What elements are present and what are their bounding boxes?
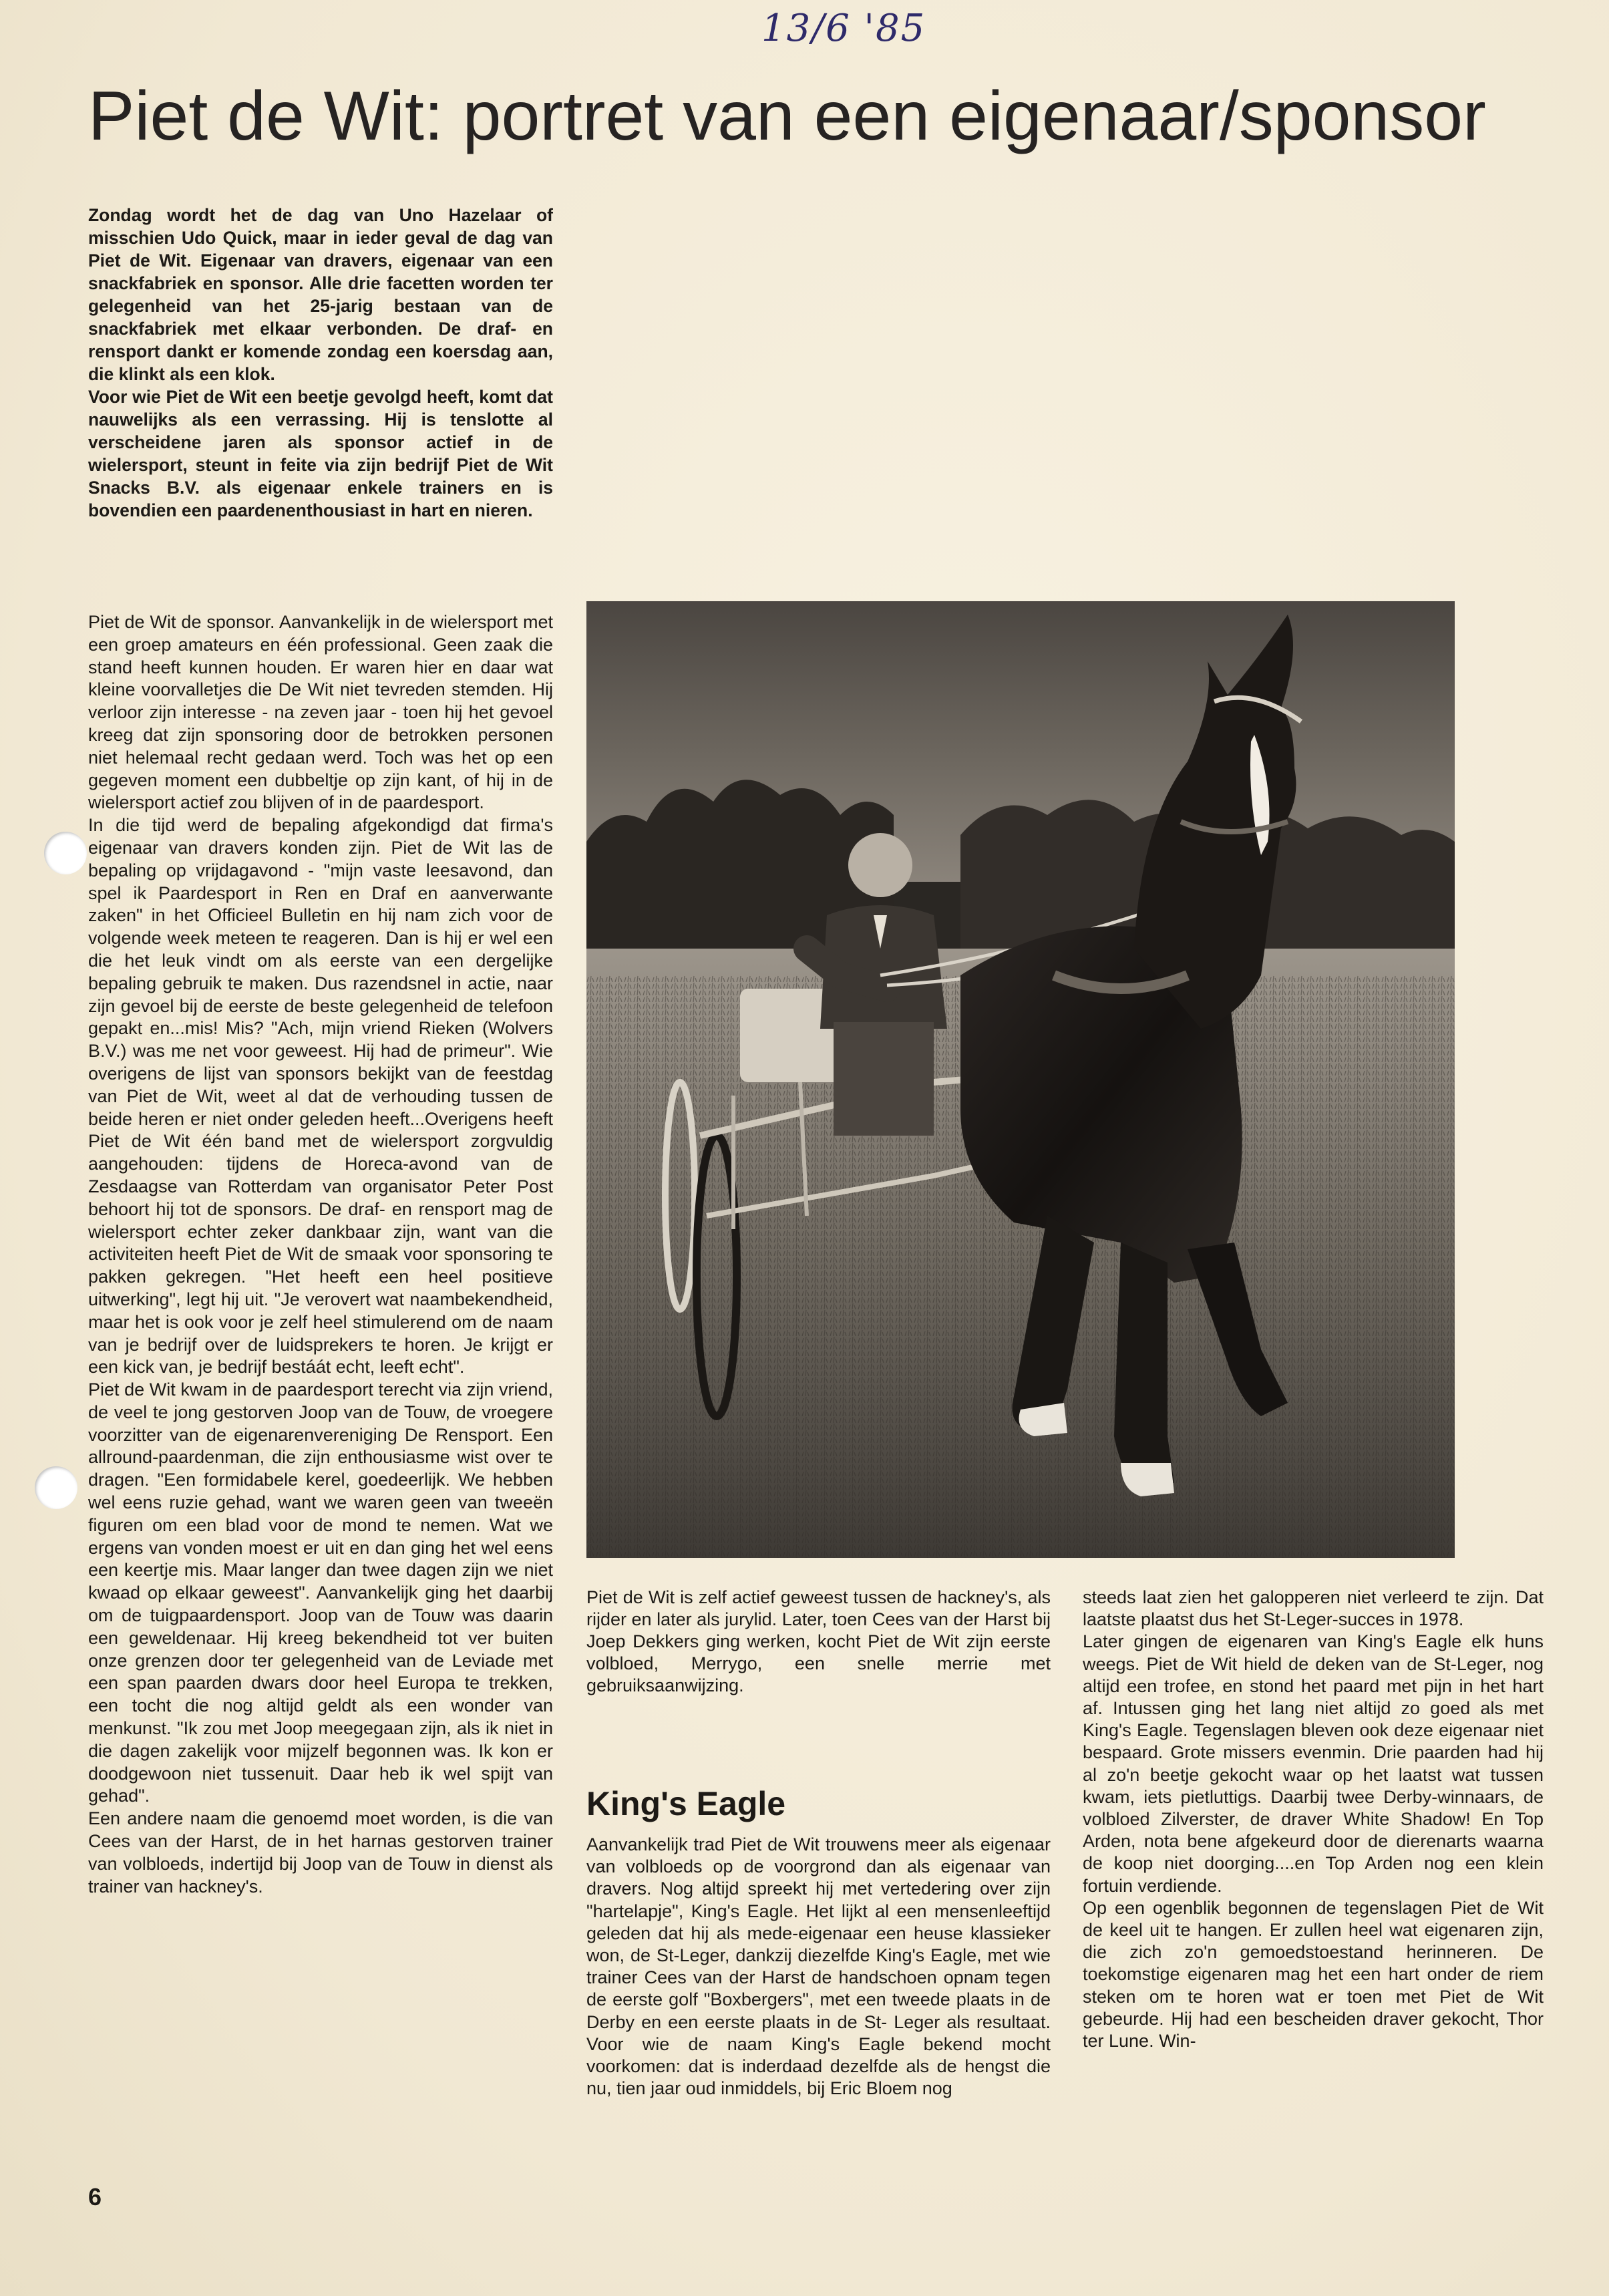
article-column-2 <box>586 1834 1051 2100</box>
show-through-text <box>588 200 1042 588</box>
page-title: Piet de Wit: portret van een eigenaar/sponsor <box>88 77 1486 155</box>
handwritten-date: 13/6 '85 <box>761 7 926 50</box>
show-through-text-right <box>1082 200 1543 601</box>
intro-paragraph: Zondag wordt het de dag van Uno Hazelaar of misschien Udo Quick, maar in ieder geval de dag van Piet de Wit. Eigenaar van dravers, eigenaar van een snackfabriek en sponsor. Alle drie facetten worden ter gelegenheid van het 25-jarig bestaan van de snackfabriek met elkaar verbonden. De draf- en rensport dankt er komende zondag een koersdag aan, die klinkt als een klok. <box>88 205 553 384</box>
photo-caption: Piet de Wit is zelf actief geweest tussen de hackney's, als rijder en later als jurylid. Later, toen Cees van der Harst bij Joep Dekkers ging werken, kocht Piet de Wit zijn eerste volbloed, Merrygo, een snelle merrie met gebruiksaanwijzing. <box>586 1587 1051 1695</box>
article-column-3 <box>1083 1587 1544 2052</box>
body-paragraph: In die tijd werd de bepaling afgekondigd dat firma's eigenaar van dravers konden zijn. Piet de Wit las de bepaling op vrijdagavond - "mijn vaste leesavond, dan spel ik Paardesport in Ren en Draf en aanverwante zaken" in het Officieel Bulletin en hij nam zich voor de volgende week meteen te reageren. Dan is hij er wel een die het leuk vindt om als eerste van een dergelijke bepaling gebruik te maken. Dus razendsnel in actie, naar zijn gevoel bij de eerste de beste gelegenheid de telefoon gepakt en...mis! Mis? "Ach, mijn vriend Rieken (Wolvers B.V.) was me net voor geweest. Hij had de primeur". Wie overigens de lijst van sponsors bekijkt van de feestdag van Piet de Wit, weet al dat de verhouding tussen de beide heren er niet onder geleden heeft...Overigens heeft Piet de Wit één band met de wielersport zorgvuldig aangehouden: tijdens de Horeca-avond van de Zesdaagse van Rotterdam van organisator Peter Post behoort hij tot de sponsors. De draf- en rensport mag de wielersport echter zeker dankbaar zijn, want van die activiteiten heeft Piet de Wit de smaak voor sponsoring te pakken gekregen. "Het heeft een heel positieve uitwerking", legt hij uit. "Je verovert wat naambekendheid, maar het is ook voor je zelf heel stimulerend om de naam van je bedrijf over de luidsprekers te horen. Je krijgt er een kick van, je bedrijf bestáát echt, leeft echt". <box>88 815 553 1377</box>
page-number: 6 <box>88 2183 102 2210</box>
body-paragraph: Piet de Wit kwam in de paardesport terecht via zijn vriend, de veel te jong gestorven Joop van de Touw, de vroegere voorzitter van de eigenarenvereniging De Rensport. Een allround-paardenman, die zijn enthousiasme wist over te dragen. "Een formidabele kerel, goedeerlijk. We hebben wel eens ruzie gehad, want we waren geen van tweeën figuren om een blad voor de mond te nemen. Wat we ergens van vonden moest er uit en dan ging het wel eens een keertje mis. Maar langer dan twee dagen zijn we niet kwaad op elkaar geweest". Aanvankelijk ging het daarbij om de tuigpaardensport. Joop van de Touw was daarin een geweldenaar. Hij kreeg bekendheid tot ver buiten onze grenzen door ter gelegenheid van de Leviade met een span paarden dwars door heel Europa te trekken, een tocht die nog altijd geldt als een wonder van menkunst. "Ik zou met Joop meegegaan zijn, als ik niet in die dagen zakelijk voor mijzelf begonnen was. Ik kon er doodgewoon niet tussenuit. Daar heb ik wel spijt van gehad". <box>88 1379 553 1806</box>
punch-hole <box>35 1466 77 1509</box>
body-paragraph: Aanvankelijk trad Piet de Wit trouwens meer als eigenaar van volbloeds op de voorgrond dan als eigenaar van dravers. Nog altijd spreekt hij met vertedering over zijn "hartelapje", King's Eagle. Het lijkt al een mensenleeftijd geleden dat hij als mede-eigenaar een heuse klassieker won, de St-Leger, dankzij diezelfde King's Eagle, met wie trainer Cees van der Harst de handschoen opnam tegen de eerste golf "Boxbergers", met een tweede plaats in de Derby en een eerste plaats in de St- Leger als resultaat. Voor wie de naam King's Eagle bekend mocht voorkomen: dat is inderdaad dezelfde als de hengst die nu, tien jaar oud inmiddels, bij Eric Bloem nog <box>586 1834 1051 2099</box>
article-column-1 <box>88 611 553 1898</box>
intro-lead <box>88 204 553 522</box>
body-paragraph: Op een ogenblik begonnen de tegenslagen Piet de Wit de keel uit te hangen. Er zullen heel wat eigenaren zijn, die zich zo'n gemoedstoestand herinneren. De toekomstige eigenaren mag het een hart onder de riem steken om te horen wat er toen met Piet de Wit gebeurde. Hij had een bescheiden draver gekocht, Thor ter Lune. Win- <box>1083 1897 1544 2052</box>
body-paragraph: Later gingen de eigenaren van King's Eagle elk huns weegs. Piet de Wit hield de deken van de St-Leger, nog altijd een trofee, en stond het paard met pijn in het hart af. Intussen ging het lang niet altijd zo goed als met King's Eagle. Tegenslagen bleven ook deze eigenaar niet bespaard. Grote missers evenmin. Drie paarden had hij al zo'n beetje gekocht waar op het laatst wat tussen kwam, iets pietluttigs. Daarbij twee Derby-winnaars, de volbloed Zilverster, de draver White Shadow! En Top Arden, nota bene afgekeurd door de dierenarts waarna de koop niet doorging....en Top Arden nog een klein fortuin verdiende. <box>1083 1631 1544 1896</box>
section-heading: King's Eagle <box>586 1785 786 1822</box>
horse-cart-photo <box>586 601 1455 1558</box>
body-paragraph: steeds laat zien het galopperen niet verleerd te zijn. Dat laatste plaatst dus het St-Leger-succes in 1978. <box>1083 1587 1544 1630</box>
body-paragraph: Piet de Wit de sponsor. Aanvankelijk in de wielersport met een groep amateurs en één professional. Geen zaak die stand heeft kunnen houden. Er waren hier en daar wat kleine voorvalletjes die De Wit niet tevreden stemden. Hij verloor zijn interesse - na zeven jaar - toen hij het gevoel kreeg dat zijn sponsoring door de betrokken personen niet helemaal recht gedaan werd. Toch was het op een gegeven moment een dubbeltje op zijn kant, of hij in de wielersport actief zou blijven of in de paardesport. <box>88 612 553 813</box>
body-paragraph: Een andere naam die genoemd moet worden, is die van Cees van der Harst, de in het harnas gestorven trainer van volbloeds, indertijd bij Joop van de Touw in dienst als trainer van hackney's. <box>88 1808 553 1897</box>
punch-hole <box>44 832 87 874</box>
intro-paragraph: Voor wie Piet de Wit een beetje gevolgd heeft, komt dat nauwelijks als een verrassing. Hij is tenslotte al verscheidene jaren als sponsor actief in de wielersport, steunt in feite via zijn bedrijf Piet de Wit Snacks B.V. als eigenaar enkele trainers en is bovendien een paardenenthousiast in hart en nieren. <box>88 387 553 520</box>
